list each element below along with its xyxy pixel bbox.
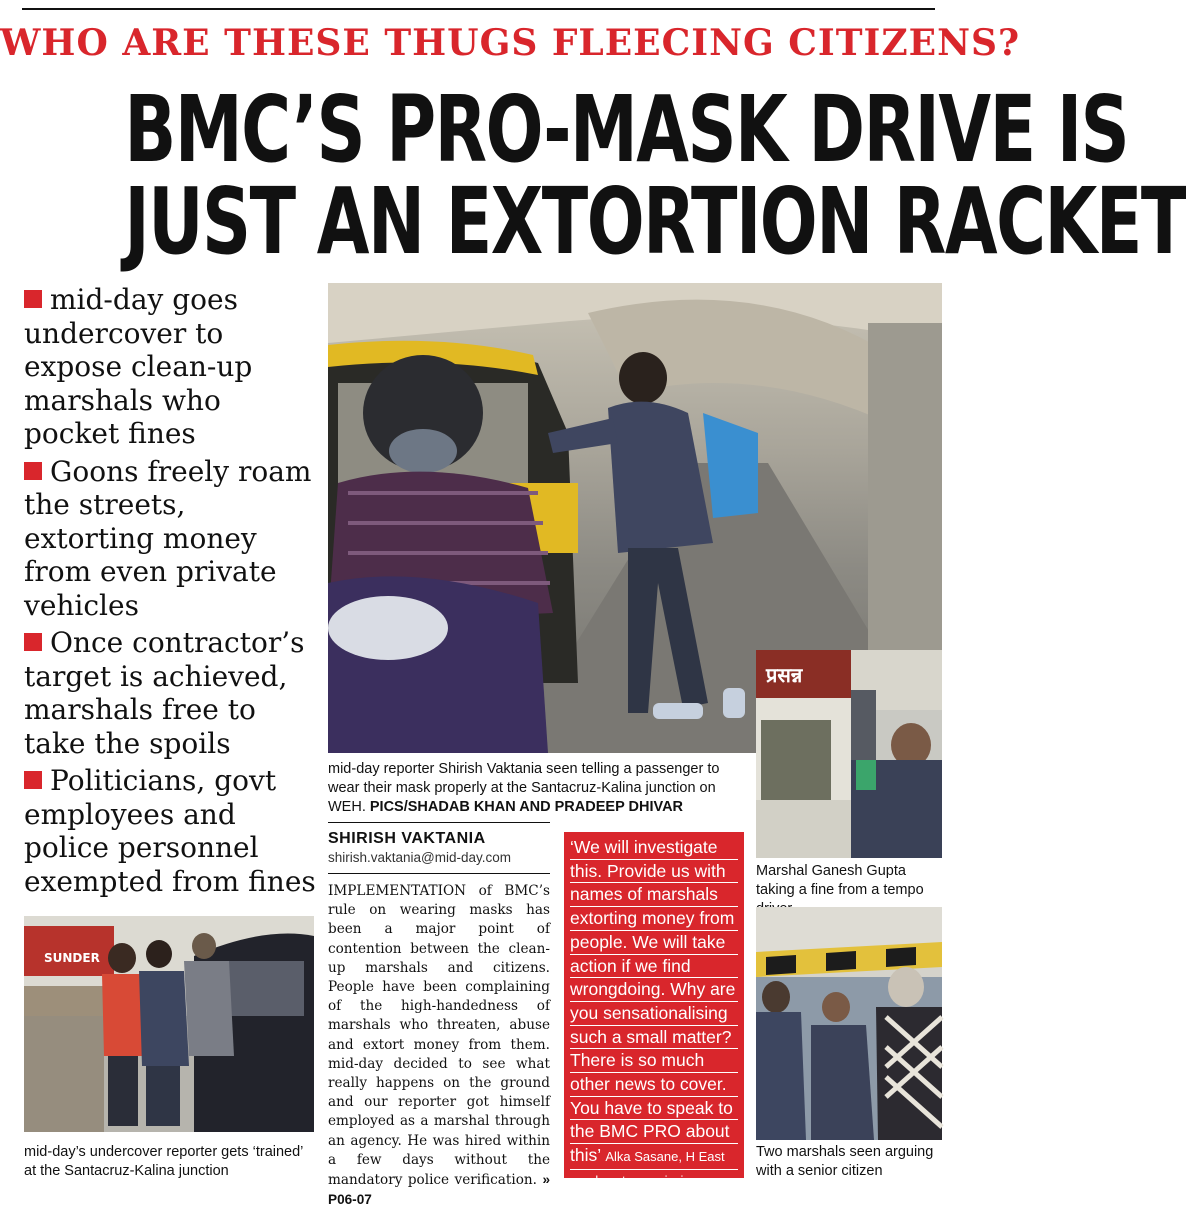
quote-line: names of marshals (570, 883, 738, 907)
bullet-square-icon (24, 771, 42, 789)
byline-divider (328, 873, 550, 874)
argue-photo-caption: Two marshals seen arguing with a senior citizen (756, 1144, 934, 1179)
quote-line: this’ Alka Sasane, H East (570, 1144, 738, 1170)
quote-line: the BMC PRO about (570, 1120, 738, 1144)
top-rule (22, 8, 935, 10)
bullet-item: Goons freely roam the streets, extorting money from even private vehicles (24, 454, 312, 622)
truck-text: SUNDER (44, 951, 100, 965)
pull-quote-box (564, 832, 744, 1188)
byline-rule (328, 822, 550, 823)
quote-line: ‘We will investigate (570, 836, 738, 860)
kicker: WHO ARE THESE THUGS FLEECING CITIZENS? (0, 22, 1021, 64)
jump-reference: » P06-07 (328, 1172, 550, 1208)
byline-name: SHIRISH VAKTANIA (328, 830, 486, 847)
main-photo-caption: mid-day reporter Shirish Vaktania seen telling a passenger to wear their mask properly at the Santacruz-Kalina junction on WEH. PICS/SHADAB KHAN AND PRADEEP DHIVAR (328, 761, 720, 815)
tempo-photo (756, 650, 942, 858)
bullet-item: mid-day goes undercover to expose clean-up marshals who pocket fines (24, 283, 253, 450)
training-photo-illustration (24, 916, 314, 1132)
tempo-sign-text: प्रसन्न (766, 663, 803, 687)
headline-line1: BMC’S PRO-MASK DRIVE IS (124, 76, 1129, 183)
byline-email: shirish.vaktania@mid-day.com (328, 850, 512, 865)
quote-line: You have to speak to (570, 1097, 738, 1121)
tempo-photo-illustration (756, 650, 942, 858)
quote-line: extorting money from (570, 907, 738, 931)
tempo-photo-caption: Marshal Ganesh Gupta taking a fine from a tempo (756, 863, 924, 898)
training-photo-caption: mid-day’s undercover reporter gets ‘trained’ at the Santacruz-Kalina junction (24, 1144, 303, 1179)
quote-line: other news to cover. (570, 1073, 738, 1097)
quote-line: you sensationalising (570, 1002, 738, 1026)
training-photo (24, 916, 314, 1132)
argue-photo (756, 907, 942, 1140)
quote-line: wrongdoing. Why are (570, 978, 738, 1002)
bullet-item: Once contractor’s target is achieved, marshals free to take the spoils (24, 626, 305, 760)
quote-line: such a small matter? (570, 1026, 738, 1050)
bullet-square-icon (24, 462, 42, 480)
bullet-item: Politicians, govt employees and police personnel exempted from fines (24, 764, 316, 898)
headline-line2: JUST AN EXTORTION RACKET (124, 168, 1186, 275)
photo-credit: PICS/SHADAB KHAN AND PRADEEP DHIVAR (369, 799, 684, 815)
article-body: IMPLEMENTATION of BMC’s rule on wearing masks has been a major point of contention between the clean-up marshals and citizens. People have been complaining of the high-handedness of marshals who threaten, abuse and extort money from them. mid-day decided to see what really happens on the ground and our reporter got himself employed as a marshal through an agency. He was hired within a few days without the mandatory police verification. » P06-07 (328, 883, 550, 1208)
quote-attribution: Alka Sasane, H East (605, 1149, 725, 1165)
quote-attribution-line2: ward asst commissioner (570, 1172, 710, 1188)
quote-line: action if we find (570, 955, 738, 979)
quote-line: There is so much (570, 1049, 738, 1073)
argue-photo-illustration (756, 907, 942, 1140)
bullet-list (24, 283, 324, 902)
quote-line: this. Provide us with (570, 860, 738, 884)
bullet-square-icon (24, 633, 42, 651)
bullet-square-icon (24, 290, 42, 308)
quote-line: people. We will take (570, 931, 738, 955)
